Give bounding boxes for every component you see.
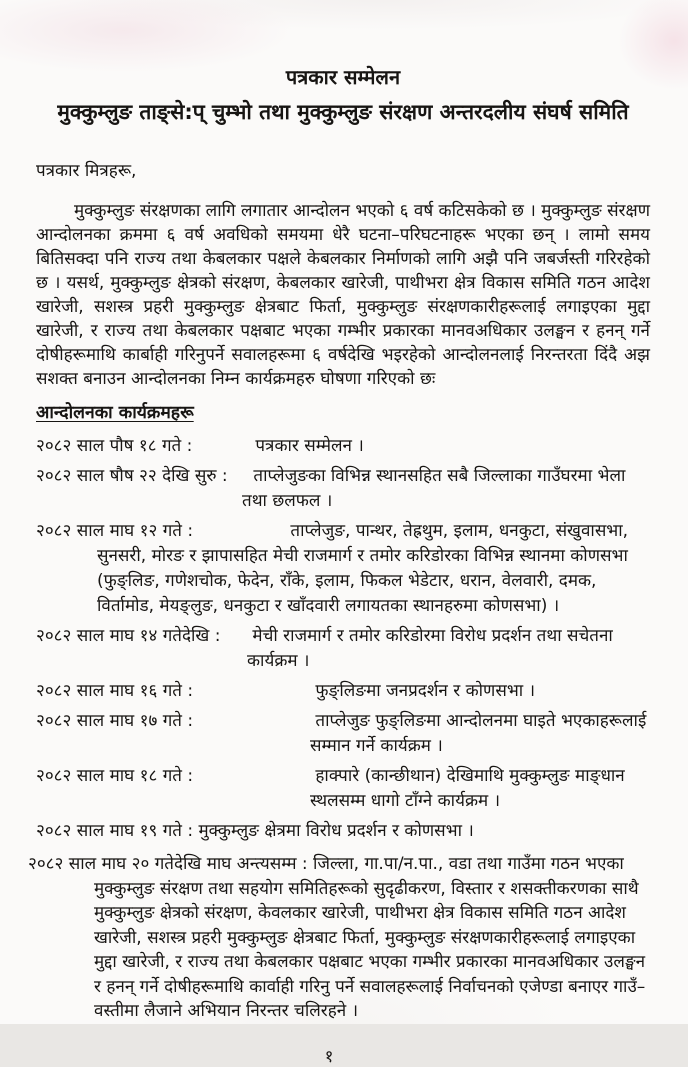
document-title: पत्रकार सम्मेलन xyxy=(285,65,401,89)
schedule-description: पत्रकार सम्मेलन । xyxy=(255,436,364,456)
schedule-list xyxy=(28,434,650,1024)
schedule-date: २०८२ साल माघ १२ गते : xyxy=(36,521,194,541)
schedule-item xyxy=(36,819,650,844)
schedule-description: मेची राजमार्ग र तमोर करिडोरमा विरोध प्रदर्शन तथा सचेतना कार्यक्रम । xyxy=(247,626,613,671)
section-heading: आन्दोलनका कार्यक्रमहरू xyxy=(36,403,194,423)
schedule-item xyxy=(28,852,650,1024)
schedule-date: २०८२ साल षौष २२ देखि सुरु : xyxy=(36,466,228,486)
document-subtitle: मुक्कुम्लुङ ताङ्से:प् चुम्भो तथा मुक्कुम्लुङ संरक्षण अन्तरदलीय संघर्ष समिति xyxy=(57,100,629,124)
schedule-description: ताप्लेजुङका विभिन्न स्थानसहित सबै जिल्लाका गाउँघरमा भेला तथा छलफल । xyxy=(242,466,626,511)
schedule-description: ताप्लेजुङ फुङ्लिङमा आन्दोलनमा घाइते भएकाहरूलाई सम्मान गर्ने कार्यक्रम । xyxy=(310,711,647,756)
schedule-date: २०८२ साल माघ १९ गते : xyxy=(36,821,194,841)
schedule-date: २०८२ साल माघ १८ गते : xyxy=(36,766,194,786)
schedule-date: २०८२ साल माघ २० गतेदेखि माघ अन्त्यसम्म : xyxy=(28,854,308,874)
schedule-item xyxy=(36,464,650,514)
schedule-description: हाक्पारे (कान्छीथान) देखिमाथि मुक्कुम्लुङ माङ्धान स्थलसम्म धागो टाँग्ने कार्यक्रम । xyxy=(310,766,625,811)
schedule-description: फुङ्लिङमा जनप्रदर्शन र कोणसभा । xyxy=(315,681,536,701)
schedule-date: २०८२ साल पौष १८ गते : xyxy=(36,436,193,456)
schedule-description: ताप्लेजुङ, पान्थर, तेह्रथुम, इलाम, धनकुटा, संखुवासभा, सुनसरी, मोरङ र झापासहित मेची राजमार्ग र तमोर करिडोरका विभिन्न स्थानमा कोणसभा (फुङ्लिङ, गणेशचोक, फेदेन, राँके, इलाम, फिकल भेडेटार, धरान, वेलवारी, दमक, विर्तामोड, मेयङ्लुङ, धनकुटा र खाँदवारी लगायतका स्थानहरुमा कोणसभा) । xyxy=(97,521,629,616)
page-number: १ xyxy=(324,1046,334,1067)
schedule-item xyxy=(36,709,650,759)
schedule-description: मुक्कुम्लुङ क्षेत्रमा विरोध प्रदर्शन र कोणसभा । xyxy=(198,821,474,841)
schedule-item xyxy=(36,519,650,619)
intro-paragraph: मुक्कुम्लुङ संरक्षणका लागि लगातार आन्दोलन भएको ६ वर्ष कटिसकेको छ । मुक्कुम्लुङ संरक्षण आन्दोलनका क्रममा ६ वर्ष अवधिको समयमा धेरै घटना–परिघटनाहरू भएका छन् । लामो समय बितिसक्दा पनि राज्य तथा केबलकार पक्षले केबलकार निर्माणको लागि अझै पनि जबर्जस्ती गरिरहेको छ । यसर्थ, मुक्कुम्लुङ क्षेत्रको संरक्षण, केबलकार खारेजी, पाथीभरा क्षेत्र विकास समिति गठन आदेश खारेजी, सशस्त्र प्रहरी मुक्कुम्लुङ क्षेत्रबाट फिर्ता, मुक्कुम्लुङ संरक्षणकारीहरूलाई लगाइएका मुद्दा खारेजी, र राज्य तथा केबलकार पक्षबाट भएका गम्भीर प्रकारका मानवअधिकार उलङ्घन र हनन् गर्ने दोषीहरूमाथि कार्बाही गरिनुपर्ने सवालहरूमा ६ वर्षदेखि भइरहेको आन्दोलनलाई निरन्तरता दिंदै अझ सशक्त बनाउन आन्दोलनका निम्न कार्यक्रमहरु घोषणा गरिएको छः xyxy=(36,201,650,389)
schedule-date: २०८२ साल माघ १६ गते : xyxy=(36,681,194,701)
schedule-item xyxy=(36,434,650,459)
schedule-item xyxy=(36,624,650,674)
schedule-date: २०८२ साल माघ १४ गतेदेखि : xyxy=(36,626,221,646)
salutation: पत्रकार मित्रहरू, xyxy=(36,161,137,181)
schedule-item xyxy=(36,679,650,704)
schedule-item xyxy=(36,764,650,814)
schedule-date: २०८२ साल माघ १७ गते : xyxy=(36,711,194,731)
schedule-description: जिल्ला, गा.पा/न.पा., वडा तथा गाउँमा गठन भएका मुक्कुम्लुङ संरक्षण तथा सहयोग समितिहरूको सुदृढीकरण, विस्तार र शसक्तीकरणका साथै मुक्कुम्लुङ क्षेत्रको संरक्षण, केवलकार खारेजी, पाथीभरा क्षेत्र विकास समिति गठन आदेश खारेजी, सशस्त्र प्रहरी मुक्कुम्लुङ क्षेत्रबाट फिर्ता, मुक्कुम्लुङ संरक्षणकारीहरूलाई लगाइएका मुद्दा खारेजी, र राज्य तथा केबलकार पक्षबाट भएका गम्भीर प्रकारका मानवअधिकार उलङ्घन र हनन् गर्ने दोषीहरूमाथि कार्वाही गरिनु पर्ने सवालहरूलाई निर्वाचनको एजेण्डा बनाएर गाउँ–वस्तीमा लैजाने अभियान निरन्तर चलिरहने । xyxy=(94,854,646,1021)
